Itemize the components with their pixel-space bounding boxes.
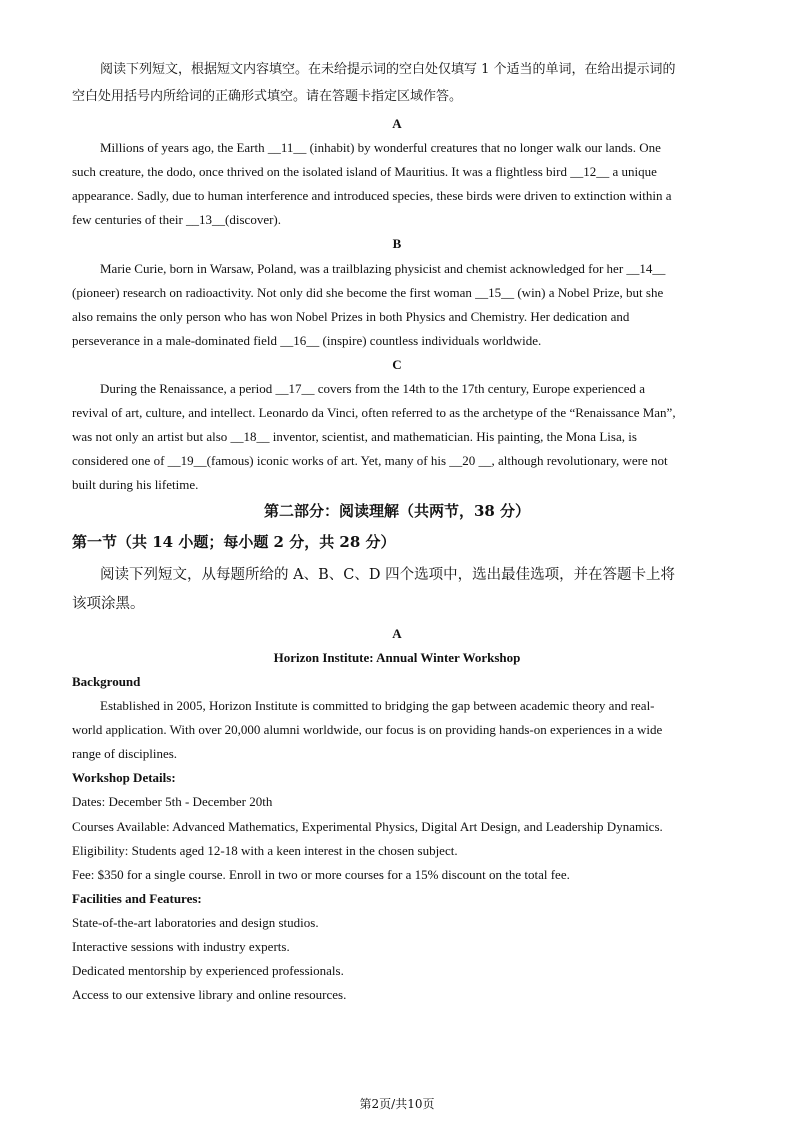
passage-b-line: (pioneer) research on radioactivity. Not only did she become the first woman __15__ (win) a Nobel Prize, but she <box>72 285 664 300</box>
details-item: Eligibility: Students aged 12-18 with a keen interest in the chosen subject. <box>72 843 458 858</box>
part2-title: 第二部分：阅读理解（共两节，38 分） <box>263 502 531 520</box>
passage-c-line: considered one of __19__(famous) iconic works of art. Yet, many of his __20 __, although revolutionary, were not <box>72 453 668 468</box>
facilities-item: Interactive sessions with industry experts. <box>72 939 290 954</box>
details-item: Dates: December 5th - December 20th <box>72 794 273 809</box>
details-item: Courses Available: Advanced Mathematics, Experimental Physics, Digital Art Design, and Leadership Dynamics. <box>72 819 663 834</box>
passage-c-line: revival of art, culture, and intellect. Leonardo da Vinci, often referred to as the archetype of the “Renaissance Man”, <box>72 405 676 420</box>
passage-b-label: B <box>392 236 402 251</box>
facilities-heading: Facilities and Features: <box>72 891 202 906</box>
passage-b-line: also remains the only person who has won Nobel Prizes in both Physics and Chemistry. Her dedication and <box>72 309 630 324</box>
passage-a-line: Millions of years ago, the Earth __11__ (inhabit) by wonderful creatures that no longer walk our lands. One <box>100 140 661 155</box>
instruction-line-1: 阅读下列短文，根据短文内容填空。在未给提示词的空白处仅填写 1 个适当的单词，在给出提示词的 <box>100 62 676 77</box>
part2-instruction-line-2: 该项涂黑。 <box>72 596 145 612</box>
passage-c-line: During the Renaissance, a period __17__ covers from the 14th to the 17th century, Europe experienced a <box>100 381 645 396</box>
passage-b-line: Marie Curie, born in Warsaw, Poland, was a trailblazing physicist and chemist acknowledged for her __14__ <box>100 261 666 276</box>
background-line: Established in 2005, Horizon Institute is committed to bridging the gap between academic theory and real- <box>100 698 655 713</box>
facilities-item: Access to our extensive library and online resources. <box>72 987 347 1002</box>
passage-a-line: appearance. Sadly, due to human interference and introduced species, these birds were driven to extinction within a <box>72 188 672 203</box>
page-number: 第2页/共10页 <box>359 1097 435 1111</box>
passage-c-line: was not only an artist but also __18__ inventor, scientist, and mathematician. His painting, the Mona Lisa, is <box>72 429 637 444</box>
details-item: Fee: $350 for a single course. Enroll in two or more courses for a 15% discount on the total fee. <box>72 867 570 882</box>
facilities-item: State-of-the-art laboratories and design studios. <box>72 915 319 930</box>
background-line: world application. With over 20,000 alumni worldwide, our focus is on providing hands-on experiences in a wide <box>72 722 663 737</box>
passage-a-label: A <box>392 116 402 131</box>
passage-a-line: few centuries of their __13__(discover). <box>72 212 282 227</box>
reading-passage-title: Horizon Institute: Annual Winter Workshop <box>273 650 521 665</box>
instruction-line-2: 空白处用括号内所给词的正确形式填空。请在答题卡指定区域作答。 <box>72 89 463 104</box>
facilities-item: Dedicated mentorship by experienced professionals. <box>72 963 344 978</box>
reading-passage-label: A <box>392 626 402 641</box>
passage-c-label: C <box>392 357 402 372</box>
section-heading: 第一节（共 14 小题；每小题 2 分，共 28 分） <box>72 533 396 551</box>
passage-a-line: such creature, the dodo, once thrived on the isolated island of Mauritius. It was a flightless bird __12__ a unique <box>72 164 657 179</box>
details-heading: Workshop Details: <box>72 770 176 785</box>
part2-instruction-line-1: 阅读下列短文，从每题所给的 A、B、C、D 四个选项中，选出最佳选项，并在答题卡上将 <box>100 567 676 583</box>
passage-b-line: perseverance in a male-dominated field __16__ (inspire) countless individuals worldwide. <box>72 333 542 348</box>
passage-c-line: built during his lifetime. <box>72 477 199 492</box>
background-line: range of disciplines. <box>72 746 178 761</box>
background-heading: Background <box>72 674 141 689</box>
